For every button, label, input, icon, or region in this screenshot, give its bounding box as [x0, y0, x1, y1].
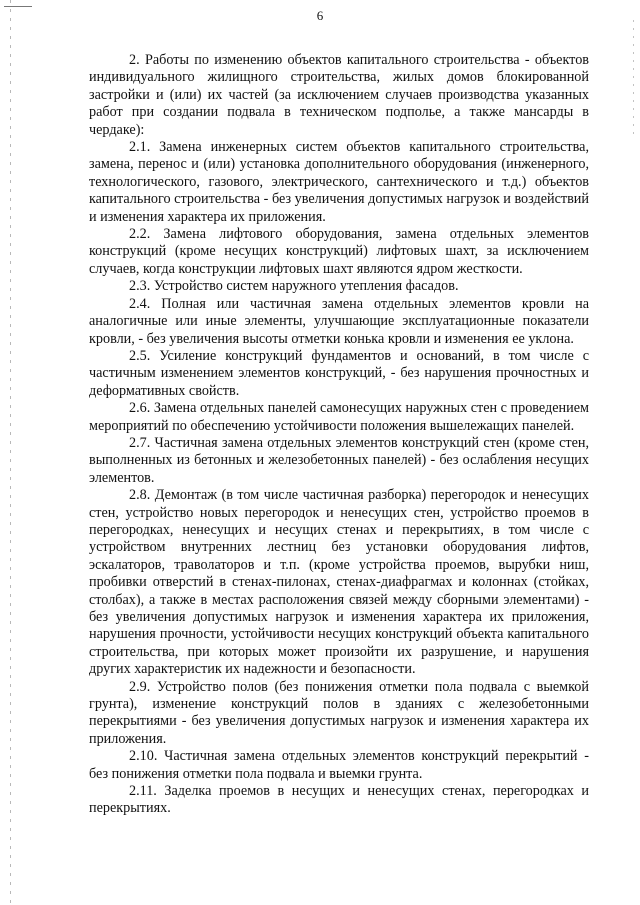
paragraph-2: 2. Работы по изменению объектов капитального строительства - объектов индивидуального жилищного строительства, жилых домов блокированной застройки и (или) их частей (за исключением случаев производства указанных работ при создании подвала в техническом подполье, а также мансарды в чердаке): [89, 52, 589, 138]
paragraph-2-7: 2.7. Частичная замена отдельных элементов конструкций стен (кроме стен, выполненных из бетонных и железобетонных панелей) - без ослабления несущих элементов. [89, 434, 589, 486]
paragraph-2-2: 2.2. Замена лифтового оборудования, замена отдельных элементов конструкций (кроме несущих конструкций) лифтовых шахт, за исключением случаев, когда конструкции лифтовых шахт являются ядром жесткости. [89, 226, 589, 277]
paragraph-2-8: 2.8. Демонтаж (в том числе частичная разборка) перегородок и ненесущих стен, устройство новых перегородок и ненесущих стен, устройство проемов в перегородках, ненесущих и несущих стенах и перекрытиях, в том числе с устройством внутренних лестниц без установки оборудования лифтов, эскалаторов, траволаторов и т.п. (кроме устройства проемов, вырубки ниш, пробивки отверстий в стенах-пилонах, стенах-диафрагмах и колоннах (стойках, столбах), а также в местах расположения связей между сборными элементами) - без увеличения допустимых нагрузок и изменения характера их приложения, нарушения прочности, устойчивости несущих конструкций объекта капитального строительства, при которых может произойти их разрушение, и нарушения других характеристик их надежности и безопасности. [89, 487, 589, 678]
page-number: 6 [316, 8, 324, 23]
paragraph-2-10: 2.10. Частичная замена отдельных элементов конструкций перекрытий - без понижения отметки пола подвала и выемки грунта. [89, 748, 589, 782]
paragraph-2-9: 2.9. Устройство полов (без понижения отметки пола подвала с выемкой грунта), изменение конструкций полов в зданиях с железобетонными перекрытиями - без увеличения допустимых нагрузок и изменения характера их приложения. [89, 678, 589, 747]
scan-mark [4, 6, 32, 7]
paragraph-2-3: 2.3. Устройство систем наружного утепления фасадов. [129, 278, 459, 295]
paragraph-2-6: 2.6. Замена отдельных панелей самонесущих наружных стен с проведением мероприятий по обеспечению устойчивости положения вышележащих панелей. [89, 400, 589, 434]
paragraph-2-1: 2.1. Замена инженерных систем объектов капитального строительства, замена, перенос и (или) установка дополнительного оборудования (инженерного, технологического, газового, электрического, сантехнического и т.д.) объектов капитального строительства - без увеличения допустимых нагрузок и воздействий и изменения характера их приложения. [89, 139, 589, 225]
scan-edge-left [10, 0, 11, 905]
paragraph-2-11: 2.11. Заделка проемов в несущих и ненесущих стенах, перегородках и перекрытиях. [89, 783, 589, 817]
document-body [89, 52, 589, 818]
scan-edge-right [633, 20, 634, 140]
paragraph-2-4: 2.4. Полная или частичная замена отдельных элементов кровли на аналогичные или иные элементы, улучшающие эксплуатационные показатели кровли, - без увеличения высоты отметки конька кровли и изменения ее уклона. [89, 295, 589, 347]
paragraph-2-5: 2.5. Усиление конструкций фундаментов и оснований, в том числе с частичным изменением элементов конструкций, - без нарушения прочностных и деформативных свойств. [89, 347, 589, 399]
